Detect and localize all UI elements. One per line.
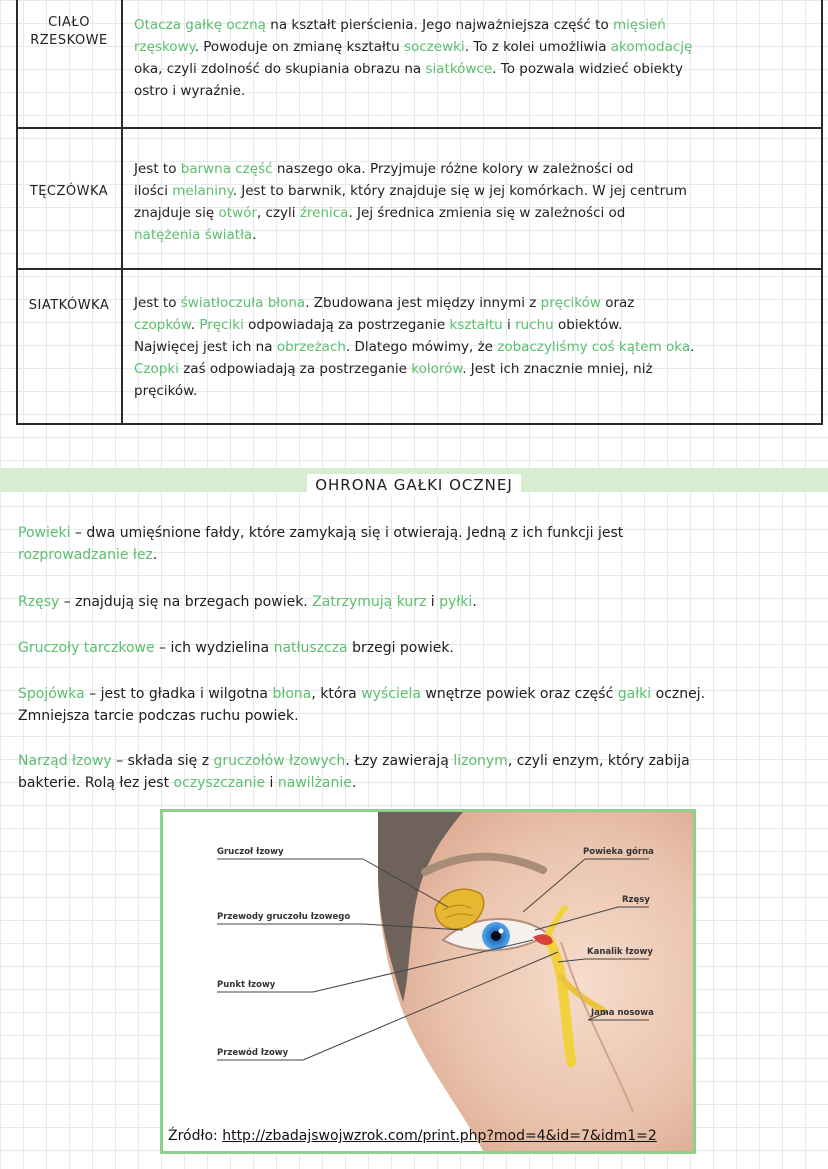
highlighted-term: rzęskowy — [134, 39, 195, 55]
text-line — [134, 80, 814, 102]
highlighted-term: gałki — [617, 686, 652, 702]
label-powieka-gorna: Powieka górna — [583, 847, 654, 857]
highlighted-term: barwna część — [180, 161, 273, 177]
highlighted-term: Gruczoły tarczkowe — [18, 640, 155, 656]
highlighted-term: otwór — [218, 205, 257, 221]
highlighted-term: Zatrzymują kurz — [312, 594, 427, 610]
label-gruczol-lzowy: Gruczoł łzowy — [217, 847, 284, 857]
text-line — [134, 202, 814, 224]
text-line — [18, 544, 818, 566]
text-segment: zaś odpowiadają za postrzeganie — [178, 361, 412, 377]
highlighted-term: Czopki — [134, 361, 179, 377]
text-segment: Jest to — [134, 161, 181, 177]
highlighted-term: natłuszcza — [273, 640, 348, 656]
highlighted-term: Otacza gałkę oczną — [134, 17, 266, 33]
term-teczowka: TĘCZÓWKA — [29, 184, 109, 199]
text-line — [134, 380, 814, 402]
text-line — [18, 683, 818, 705]
highlighted-term: Powieki — [18, 525, 71, 541]
highlighted-term: rozprowadzanie łez — [18, 547, 153, 563]
definition-siatkowka — [134, 292, 814, 402]
text-segment: – dwa umięśnione fałdy, które zamykają się i otwierają. Jedną z ich funkcji jest — [70, 525, 624, 541]
text-segment: . Jest ich znacznie mniej, niż — [462, 361, 653, 377]
text-segment: . — [190, 317, 200, 333]
text-segment: . — [472, 594, 477, 610]
highlighted-term: Narząd łzowy — [18, 753, 112, 769]
term-cialo-rzeskowe: CIAŁO RZESKOWE — [30, 15, 108, 48]
text-segment: , czyli enzym, który zabija — [507, 753, 690, 769]
text-line — [134, 14, 814, 36]
table-row-divider — [16, 268, 823, 270]
text-line — [18, 591, 818, 613]
image-source — [168, 1128, 657, 1144]
text-line — [134, 336, 814, 358]
highlighted-term: nawilżanie — [277, 775, 352, 791]
text-line — [134, 314, 814, 336]
highlighted-term: lizonym — [453, 753, 508, 769]
text-segment: – znajdują się na brzegach powiek. — [59, 594, 313, 610]
text-segment: – ich wydzielina — [154, 640, 274, 656]
section-title-text: OHRONA GAŁKI OCZNEJ — [307, 474, 521, 496]
text-line — [134, 358, 814, 380]
text-segment: . Dlatego mówimy, że — [345, 339, 498, 355]
text-segment: pręcików. — [134, 383, 198, 399]
text-segment: . Jej średnica zmienia się w zależności od — [348, 205, 626, 221]
text-segment: Zmniejsza tarcie podczas ruchu powiek. — [18, 708, 299, 724]
text-segment: oka, czyli zdolność do skupiania obrazu na — [134, 61, 426, 77]
text-line — [18, 705, 818, 727]
text-line — [18, 522, 818, 544]
highlighted-term: soczewki — [403, 39, 465, 55]
source-link[interactable]: http://zbadajswojwzrok.com/print.php?mod=4&id=7&idm1=2 — [222, 1128, 657, 1144]
highlighted-term: błona — [272, 686, 312, 702]
text-segment: . — [152, 547, 158, 563]
text-segment: ostro i wyraźnie. — [134, 83, 246, 99]
definition-teczowka — [134, 158, 814, 246]
highlighted-term: oczyszczanie — [173, 775, 266, 791]
text-segment: oraz — [600, 295, 635, 311]
eye-diagram-figure — [160, 809, 696, 1154]
highlighted-term: kształtu — [449, 317, 503, 333]
label-punkt-lzowy: Punkt łzowy — [217, 980, 276, 990]
paragraph-rzesy — [18, 591, 818, 613]
highlighted-term: akomodację — [610, 39, 693, 55]
text-segment: ocznej. — [651, 686, 706, 702]
highlighted-term: Pręciki — [199, 317, 244, 333]
text-segment: i — [502, 317, 516, 333]
paragraph-narzad-lzowy — [18, 750, 818, 794]
text-segment: i — [426, 594, 440, 610]
text-line — [134, 180, 814, 202]
highlighted-term: kolorów — [411, 361, 463, 377]
highlighted-term: czopków — [134, 317, 191, 333]
text-line — [18, 637, 818, 659]
table-right-border — [821, 0, 823, 425]
text-segment: . Zbudowana jest między innymi z — [305, 295, 541, 311]
label-przewod-lzowy: Przewód łzowy — [217, 1048, 289, 1058]
paragraph-spojowka — [18, 683, 818, 727]
highlighted-term: zobaczyliśmy coś kątem oka — [497, 339, 691, 355]
text-segment: Najwięcej jest ich na — [134, 339, 277, 355]
term-siatkowka: SIATKÓWKA — [28, 298, 110, 313]
text-segment: – jest to gładka i wilgotna — [84, 686, 273, 702]
text-segment: wnętrze powiek oraz część — [420, 686, 618, 702]
label-przewody-gruczolu: Przewody gruczołu łzowego — [217, 912, 351, 922]
text-line — [18, 750, 818, 772]
text-segment: . Jest to barwnik, który znajduje się w jej komórkach. W jej centrum — [232, 183, 687, 199]
text-segment: . To pozwala widzieć obiekty — [492, 61, 684, 77]
highlighted-term: wyściela — [361, 686, 421, 702]
eye-highlight — [499, 929, 504, 934]
highlighted-term: natężenia światła — [134, 227, 253, 243]
highlighted-term: mięsień — [613, 17, 666, 33]
highlighted-term: światłoczuła błona — [180, 295, 306, 311]
text-segment: Jest to — [134, 295, 181, 311]
text-segment: na kształt pierścienia. Jego najważniejsza część to — [265, 17, 613, 33]
text-segment: odpowiadają za postrzeganie — [243, 317, 450, 333]
text-segment: znajduje się — [134, 205, 219, 221]
highlighted-term: pręcików — [540, 295, 601, 311]
text-segment: . To z kolei umożliwia — [464, 39, 611, 55]
text-segment: , czyli — [256, 205, 300, 221]
text-segment: , która — [311, 686, 362, 702]
text-segment: bakterie. Rolą łez jest — [18, 775, 174, 791]
text-line — [134, 58, 814, 80]
text-segment: obiektów. — [553, 317, 623, 333]
text-line — [134, 224, 814, 246]
table-column-divider — [121, 0, 123, 425]
text-line — [134, 292, 814, 314]
highlighted-term: obrzeżach — [276, 339, 346, 355]
text-line — [18, 772, 818, 794]
text-segment: . — [252, 227, 257, 243]
paragraph-powieki — [18, 522, 818, 566]
section-title — [0, 476, 828, 494]
highlighted-term: ruchu — [515, 317, 554, 333]
text-segment: . Powoduje on zmianę kształtu — [194, 39, 404, 55]
definition-cialo-rzeskowe — [134, 14, 814, 102]
highlighted-term: pyłki — [439, 594, 473, 610]
text-segment: . — [351, 775, 357, 791]
highlighted-term: Spojówka — [18, 686, 85, 702]
text-segment: – składa się z — [111, 753, 214, 769]
table-bottom-border — [16, 423, 823, 425]
text-segment: . — [690, 339, 695, 355]
text-segment: . Łzy zawierają — [345, 753, 454, 769]
paragraph-gruczoly — [18, 637, 818, 659]
label-rzesy: Rzęsy — [622, 895, 650, 905]
text-line — [134, 158, 814, 180]
text-line — [134, 36, 814, 58]
highlighted-term: gruczołów łzowych — [213, 753, 346, 769]
text-segment: ilości — [134, 183, 173, 199]
text-segment: i — [265, 775, 278, 791]
source-prefix: Źródło: — [168, 1128, 223, 1144]
label-jama-nosowa: Jama nosowa — [591, 1008, 654, 1018]
highlighted-term: siatkówce — [425, 61, 493, 77]
label-kanalik-lzowy: Kanalik łzowy — [587, 947, 653, 957]
table-left-border — [16, 0, 18, 425]
text-segment: naszego oka. Przyjmuje różne kolory w zależności od — [272, 161, 634, 177]
table-row-divider — [16, 127, 823, 129]
text-segment: brzegi powiek. — [347, 640, 454, 656]
highlighted-term: melaniny — [172, 183, 233, 199]
highlighted-term: Rzęsy — [18, 594, 60, 610]
highlighted-term: źrenica — [299, 205, 349, 221]
